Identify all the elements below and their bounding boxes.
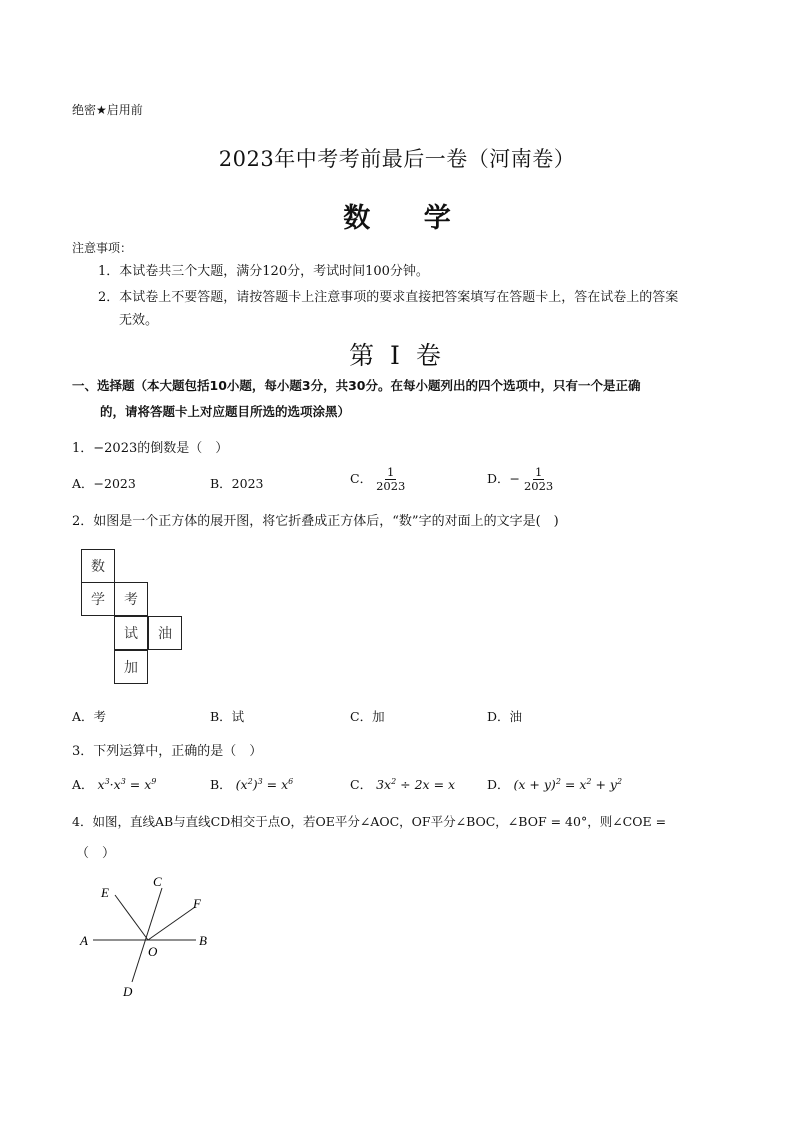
notice-item-2: 2．本试卷上不要答题，请按答题卡上注意事项的要求直接把答案填写在答题卡上，答在试卷上的答案 [98, 290, 679, 305]
question-2-stem: 2．如图是一个正方体的展开图，将它折叠成正方体后，“数”字的对面上的文字是( ) [72, 514, 559, 529]
q1-option-d-label: D．− [487, 471, 520, 486]
section-heading-line2: 的，请将答题卡上对应题目所选的选项涂黑） [100, 404, 351, 419]
q2-option-b: B．试 [210, 709, 245, 724]
notice-heading: 注意事项： [72, 241, 133, 255]
label-c: C [153, 874, 162, 889]
ray-of [148, 907, 195, 940]
label-f: F [193, 896, 201, 911]
question-4-tail: （ ） [76, 846, 116, 861]
q1-option-c [350, 466, 405, 493]
q3-option-b [210, 775, 293, 793]
q1-option-d-denominator: 2023 [523, 479, 554, 493]
q2-option-d: D．油 [487, 709, 523, 724]
net-cell-xue: 学 [81, 582, 115, 616]
q1-option-d-numerator: 1 [534, 465, 543, 479]
q3-option-b-label: B． [210, 777, 232, 792]
q3-option-d [487, 775, 622, 793]
q1-option-a: A．−2023 [72, 476, 136, 491]
net-cell-shi: 试 [114, 616, 148, 650]
volume-title: 第 I 卷 [349, 341, 445, 370]
q1-option-d-fraction [524, 466, 553, 493]
section-heading-line1: 一、选择题（本大题包括10小题，每小题3分，共30分。在每小题列出的四个选项中，只有一个是正确 [72, 378, 641, 393]
label-d: D [123, 984, 133, 999]
exam-title: 2023年中考考前最后一卷（河南卷） [218, 147, 576, 171]
label-o: O [148, 944, 158, 959]
q3-option-c [350, 775, 455, 793]
cube-net-figure [81, 549, 185, 685]
q2-option-a: A．考 [72, 709, 107, 724]
q2-option-c: C．加 [350, 709, 385, 724]
question-3-stem: 3．下列运算中，正确的是（ ） [72, 744, 263, 759]
net-cell-you: 油 [148, 616, 182, 650]
q3-option-c-label: C． [350, 777, 373, 792]
line-cd [132, 888, 162, 982]
notice-item-2-cont: 无效。 [119, 313, 159, 328]
q1-option-c-label: C． [350, 471, 373, 486]
net-cell-shu: 数 [81, 549, 115, 583]
label-a: A [80, 933, 88, 948]
notice-item-1: 1．本试卷共三个大题，满分120分，考试时间100分钟。 [98, 264, 429, 279]
q3-option-a-formula: $x^3\cdot x^3 = x^9$ [97, 776, 157, 792]
question-4-stem: 4．如图，直线AB与直线CD相交于点O，若OE平分∠AOC，OF平分∠BOC，∠BOF = 40°，则∠COE = [72, 814, 667, 829]
ray-oe [115, 895, 148, 940]
label-b: B [199, 933, 207, 948]
q1-option-d [487, 466, 553, 493]
subject-title: 数 学 [343, 203, 473, 234]
q1-option-c-fraction [376, 466, 405, 493]
q3-option-a [72, 775, 156, 793]
net-cell-jia: 加 [114, 650, 148, 684]
question-1-stem: 1．−2023的倒数是（ ） [72, 441, 229, 456]
q3-option-c-formula: $3x^2 \div 2x = x$ [376, 776, 456, 792]
q3-option-d-formula: $(x + y)^2 = x^2 + y^2$ [513, 776, 623, 792]
q3-option-a-label: A． [72, 777, 94, 792]
q3-option-d-label: D． [487, 777, 510, 792]
q3-option-b-formula: $(x^2)^3 = x^6$ [235, 776, 294, 792]
secret-mark: 绝密★启用前 [72, 103, 143, 117]
q1-option-c-denominator: 2023 [376, 479, 406, 493]
label-e: E [101, 885, 109, 900]
q1-option-c-numerator: 1 [387, 465, 395, 479]
intersecting-lines-figure [76, 870, 216, 1002]
net-cell-kao: 考 [114, 582, 148, 616]
q1-option-b: B．2023 [210, 476, 264, 491]
